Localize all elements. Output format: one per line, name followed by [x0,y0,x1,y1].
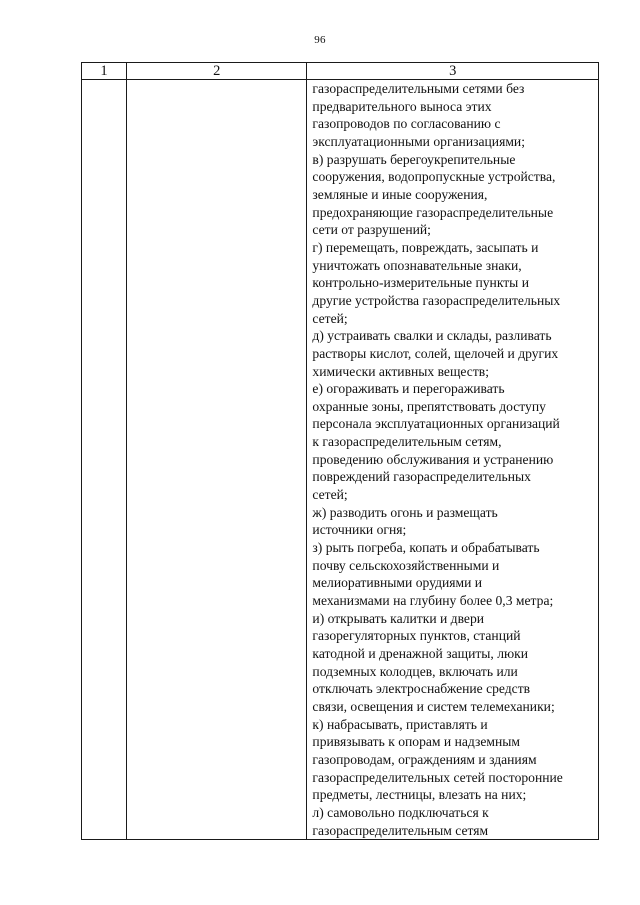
text-line: газопроводов по согласованию с [312,116,501,132]
text-line: эксплуатационными организациями; [312,133,525,149]
text-line: предохраняющие газораспределительные [312,204,554,220]
text-line: ж) разводить огонь и размещать [312,504,498,520]
column-3-cell [307,80,599,840]
text-line: сетей; [312,487,348,503]
text-line: химически активных веществ; [312,363,489,379]
text-line: мелиоративными орудиями и [312,575,483,591]
text-line: газораспределительных сетей посторонние [312,769,563,785]
text-line: газопроводам, ограждениям и зданиям [312,751,537,767]
text-line: катодной и дренажной защиты, люки [312,646,529,661]
column-1-cell [82,80,127,840]
text-line: предварительного выноса этих [312,98,492,114]
text-line: газорегуляторных пунктов, станций [312,628,521,644]
text-line: в) разрушать берегоукрепительные [312,151,516,167]
text-line: е) огораживать и перегораживать [312,381,505,397]
text-line: охранные зоны, препятствовать доступу [312,398,546,414]
text-line: сетей; [312,310,348,326]
document-table [81,62,599,840]
column-2-header: 2 [127,63,307,80]
column-3-header: 3 [307,63,599,80]
text-line: связи, освещения и систем телемеханики; [312,698,555,714]
text-line: г) перемещать, повреждать, засыпать и [312,239,539,255]
text-line: сети от разрушений; [312,222,431,238]
table-header-row [82,63,599,80]
column-1-header: 1 [82,63,127,80]
text-line: повреждений газораспределительных [312,469,531,485]
text-line: к газораспределительным сетям, [312,434,502,450]
text-line: сооружения, водопропускные устройства, [312,169,556,185]
page-number: 96 [314,34,326,46]
text-line: з) рыть погреба, копать и обрабатывать [312,540,540,556]
text-line: земляные и иные сооружения, [312,186,488,202]
text-line: источники огня; [312,522,407,538]
text-line: почву сельскохозяйственными и [312,557,500,573]
table-body-row [82,80,599,840]
text-line: проведению обслуживания и устранению [312,451,554,467]
text-line: персонала эксплуатационных организаций [312,416,560,432]
text-line: газораспределительным сетям [312,822,489,838]
text-line: газораспределительными сетями без [312,81,525,96]
text-line: другие устройства газораспределительных [312,292,561,308]
text-line: предметы, лестницы, влезать на них; [312,787,527,803]
text-line: подземных колодцев, включать или [312,663,518,679]
text-line: и) открывать калитки и двери [312,610,485,626]
text-line: контрольно-измерительные пункты и [312,275,529,291]
text-line: л) самовольно подключаться к [312,804,489,820]
text-line: к) набрасывать, приставлять и [312,716,488,732]
column-2-cell [127,80,307,840]
text-line: механизмами на глубину более 0,3 метра; [312,593,554,609]
text-line: привязывать к опорам и надземным [312,734,521,750]
text-line: уничтожать опознавательные знаки, [312,257,522,273]
text-line: д) устраивать свалки и склады, разливать [312,328,552,344]
text-line: отключать электроснабжение средств [312,681,531,697]
text-line: растворы кислот, солей, щелочей и других [312,345,559,361]
